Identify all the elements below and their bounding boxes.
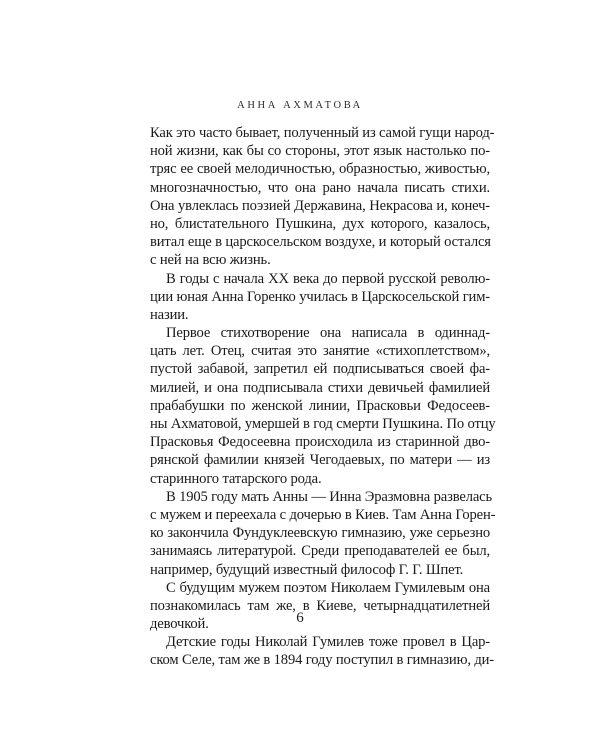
text-line: назии.: [150, 306, 189, 323]
text-line: Как это часто бывает, полученный из самой гущи народ-: [150, 125, 495, 141]
text-line: В годы с начала XX века до первой русской револю-: [166, 270, 490, 287]
text-line: Прасковья Федосеевна происходила из старинной дво-: [150, 434, 490, 451]
text-line: занимаясь литературой. Среди преподавателей ее был,: [150, 543, 490, 560]
text-line: с ней на всю жизнь.: [150, 252, 271, 269]
text-line: Первое стихотворение она написала в одиннад-: [166, 325, 490, 342]
text-line: цать лет. Отец, считая это занятие «стихоплетством»,: [150, 343, 490, 360]
running-head: АННА АХМАТОВА: [237, 100, 363, 111]
text-line: тряс ее своей мелодичностью, образностью, живостью,: [150, 161, 490, 178]
text-line: витал еще в царскосельском воздухе, и который остался: [150, 234, 491, 251]
text-line: В 1905 году мать Анны — Инна Эразмовна развелась: [166, 488, 492, 505]
text-line: Детские годы Николай Гумилев тоже провел в Цар-: [166, 634, 490, 651]
text-line: прабабушки по женской линии, Прасковьи Федосеев-: [150, 397, 490, 414]
text-line: с мужем и переехала с дочерью в Киев. Там Анна Горен-: [150, 506, 496, 523]
body-text: [150, 124, 496, 670]
text-line: пустой забавой, запретил ей подписываться своей фа-: [150, 361, 490, 378]
text-line: старинного татарского рода.: [150, 470, 322, 487]
text-line: Она увлеклась поэзией Державина, Некрасова и, конеч-: [150, 197, 490, 214]
text-line: многозначностью, что она рано начала писать стихи.: [150, 179, 490, 196]
text-line: ко закончила Фундуклеевскую гимназию, уже серьезно: [150, 525, 490, 542]
text-line: С будущим мужем поэтом Николаем Гумилевым она: [166, 579, 490, 596]
text-line: ском Селе, там же в 1894 году поступил в гимназию, ди-: [150, 652, 494, 669]
text-line: ной жизни, как бы со стороны, этот язык настолько по-: [150, 143, 490, 160]
text-line: девочкой.: [150, 616, 209, 633]
text-line: рянской фамилии князей Чегодаевых, по матери — из: [150, 452, 490, 469]
text-line: познакомилась там же, в Киеве, четырнадцатилетней: [150, 597, 490, 614]
page-number: 6: [296, 610, 304, 626]
text-line: милией, и она подписывала стихи девичьей фамилией: [150, 379, 490, 396]
text-line: ны Ахматовой, умершей в год смерти Пушкина. По отцу: [150, 416, 496, 432]
text-line: но, блистательного Пушкина, дух которого, казалось,: [150, 215, 490, 232]
text-line: ции юная Анна Горенко училась в Царскосельской гим-: [150, 288, 490, 305]
text-line: например, будущий известный философ Г. Г. Шпет.: [150, 561, 464, 578]
